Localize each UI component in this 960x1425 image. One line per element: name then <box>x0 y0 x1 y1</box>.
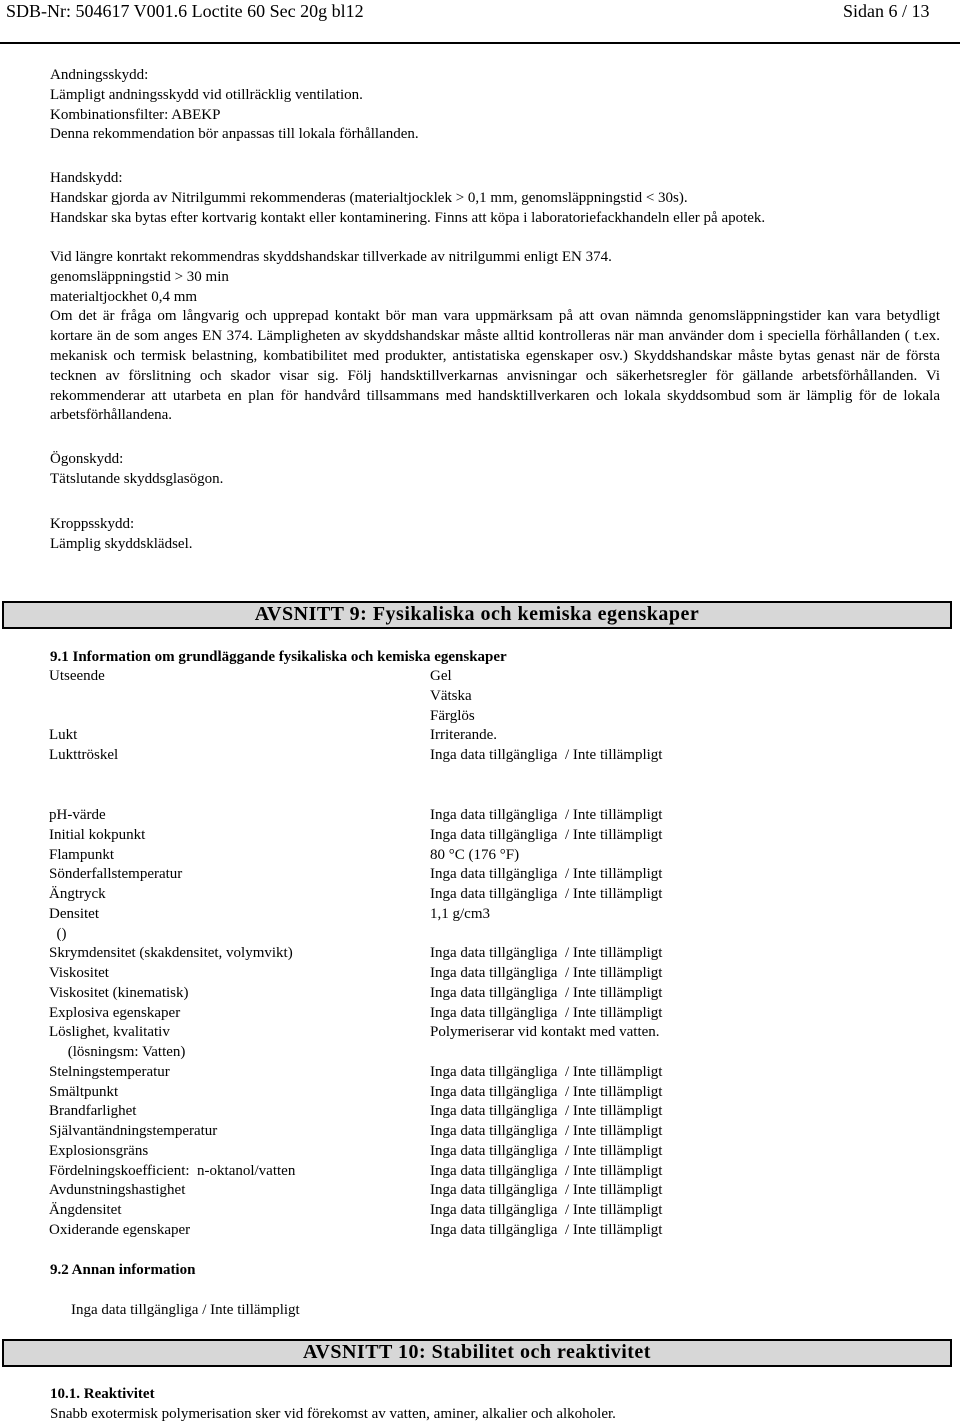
property-label: Avdunstningshastighet <box>49 1182 186 1199</box>
property-value: Inga data tillgängliga / Inte tillämpligt <box>430 807 663 823</box>
property-label: Viskositet (kinematisk) <box>49 984 189 1001</box>
property-label: Flampunkt <box>49 846 115 863</box>
property-label: Löslighet, kvalitativ <box>49 1024 170 1041</box>
property-label: Explosionsgräns <box>49 1142 149 1159</box>
section-10-banner: AVSNITT 10: Stabilitet och reaktivitet <box>2 1339 952 1367</box>
hand-line: Handskar gjorda av Nitrilgummi rekommenderas (materialtjocklek > 0,1 mm, genomsläppningstid < 30s). <box>50 189 688 206</box>
property-label: Självantändningstemperatur <box>49 1123 218 1139</box>
eye-line: Tätslutande skyddsglasögon. <box>50 470 224 487</box>
breathing-protection <box>50 66 930 145</box>
breathing-line: Lämpligt andningsskydd vid otillräcklig ventilation. <box>50 86 363 103</box>
property-label: pH-värde <box>49 807 106 823</box>
property-label: (lösningsm: Vatten) <box>49 1044 186 1060</box>
property-value: Polymeriserar vid kontakt med vatten. <box>430 1024 660 1041</box>
long-contact-info <box>50 248 940 426</box>
property-label: Fördelningskoefficient: n-oktanol/vatten <box>49 1162 296 1179</box>
property-value: Inga data tillgängliga / Inte tillämpligt <box>430 826 663 843</box>
property-label: Oxiderande egenskaper <box>49 1221 191 1238</box>
hand-protection <box>50 169 930 228</box>
property-value: Inga data tillgängliga / Inte tillämpligt <box>430 1182 663 1199</box>
property-value: Färglös <box>430 707 475 724</box>
section-10-1-heading: 10.1. Reaktivitet <box>50 1386 155 1402</box>
property-label: Stelningstemperatur <box>49 1063 170 1080</box>
long-contact-paragraph: Om det är fråga om långvarig och upprepad kontakt bör man vara uppmärksam på att ovan nämnda genomsläppningstider kan vara betydligt kortare än de som anges EN 374. Lämpligheten av skyddshandskar måste alltid kontrolleras när man använder dom i speciella förhållanden ( t.ex. mekanisk och termisk belastning, kombatibilitet med produkter, antistatiska egenskaper osv.) Skyddshandskar måste bytas genast när de första tecknen av förslitning och skador visar sig. Följ handsktillverkarnas anvisningar och säkerhetsregler för gällande arbetsförhållanden. Vi rekommenderar att utarbeta en plan för handvård tillsammans med handsktillverkaren och lokala skyddsombud som är lämplig för de lokala arbetsförhållandena. <box>50 308 940 424</box>
property-value: Inga data tillgängliga / Inte tillämpligt <box>430 866 663 883</box>
property-value: Vätska <box>430 687 472 704</box>
body-heading: Kroppsskydd: <box>50 516 135 532</box>
property-value: Inga data tillgängliga / Inte tillämpligt <box>430 1004 663 1021</box>
property-value: Inga data tillgängliga / Inte tillämpligt <box>430 1063 663 1080</box>
property-label: Ängtryck <box>49 886 106 902</box>
reactivity-text: Snabb exotermisk polymerisation sker vid förekomst av vatten, aminer, alkalier och alkoholer. <box>50 1406 616 1422</box>
other-information-value: Inga data tillgängliga / Inte tillämpligt <box>71 1302 300 1318</box>
property-value: Inga data tillgängliga / Inte tillämpligt <box>430 747 663 764</box>
breathing-heading: Andningsskydd: <box>50 67 149 83</box>
property-value: Inga data tillgängliga / Inte tillämpligt <box>430 965 663 981</box>
property-value: Gel <box>430 668 452 684</box>
hand-line: Handskar ska bytas efter kortvarig kontakt eller kontaminering. Finns att köpa i laboratoriefackhandeln eller på apotek. <box>50 209 766 226</box>
property-label: Sönderfallstemperatur <box>49 866 183 883</box>
body-protection <box>50 515 930 555</box>
long-contact-line: materialtjockhet 0,4 mm <box>50 288 198 305</box>
property-value: Inga data tillgängliga / Inte tillämpligt <box>430 1103 663 1120</box>
property-value: Inga data tillgängliga / Inte tillämpligt <box>430 1221 663 1238</box>
long-contact-line: Vid längre konrtakt rekommendras skyddshandskar tillverkade av nitrilgummi enligt EN 374. <box>50 249 612 265</box>
long-contact-line: genomsläppningstid > 30 min <box>50 268 229 285</box>
property-label: Densitet <box>49 905 99 922</box>
property-value: Inga data tillgängliga / Inte tillämpligt <box>430 945 663 962</box>
property-label: Viskositet <box>49 965 109 981</box>
property-label: Skrymdensitet (skakdensitet, volymvikt) <box>49 945 293 962</box>
section-9-2-heading: 9.2 Annan information <box>50 1262 196 1278</box>
hand-heading: Handskydd: <box>50 170 123 186</box>
property-label: Utseende <box>49 668 105 684</box>
breathing-line: Denna rekommendation bör anpassas till lokala förhållanden. <box>50 126 419 143</box>
property-value: Inga data tillgängliga / Inte tillämpligt <box>430 1123 663 1139</box>
property-label: Explosiva egenskaper <box>49 1004 181 1021</box>
breathing-line: Kombinationsfilter: ABEKP <box>50 106 221 123</box>
property-value: Inga data tillgängliga / Inte tillämpligt <box>430 1162 663 1179</box>
property-label: Ängdensitet <box>49 1202 122 1218</box>
property-label: Initial kokpunkt <box>49 826 146 843</box>
section-9-banner: AVSNITT 9: Fysikaliska och kemiska egenskaper <box>2 601 952 629</box>
eye-protection <box>50 450 930 490</box>
property-label: Smältpunkt <box>49 1083 119 1100</box>
property-value: Inga data tillgängliga / Inte tillämpligt <box>430 886 663 902</box>
property-value: Inga data tillgängliga / Inte tillämpligt <box>430 1202 663 1218</box>
property-value: Inga data tillgängliga / Inte tillämpligt <box>430 984 663 1001</box>
property-value: Irriterande. <box>430 727 498 744</box>
property-label: () <box>49 925 67 942</box>
eye-heading: Ögonskydd: <box>50 451 124 467</box>
property-label: Brandfarlighet <box>49 1103 137 1120</box>
property-value: 1,1 g/cm3 <box>430 905 490 922</box>
property-label: Lukt <box>49 727 78 744</box>
property-value: Inga data tillgängliga / Inte tillämpligt <box>430 1142 663 1159</box>
page-number: Sidan 6 / 13 <box>843 1 930 21</box>
header-divider <box>0 42 960 44</box>
property-value: 80 °C (176 °F) <box>430 846 520 863</box>
property-value: Inga data tillgängliga / Inte tillämpligt <box>430 1083 663 1100</box>
property-label: Lukttröskel <box>49 747 119 764</box>
document-header-id: SDB-Nr: 504617 V001.6 Loctite 60 Sec 20g bl12 <box>6 1 364 21</box>
section-9-1-heading: 9.1 Information om grundläggande fysikaliska och kemiska egenskaper <box>50 649 507 665</box>
body-line: Lämplig skyddsklädsel. <box>50 535 193 552</box>
